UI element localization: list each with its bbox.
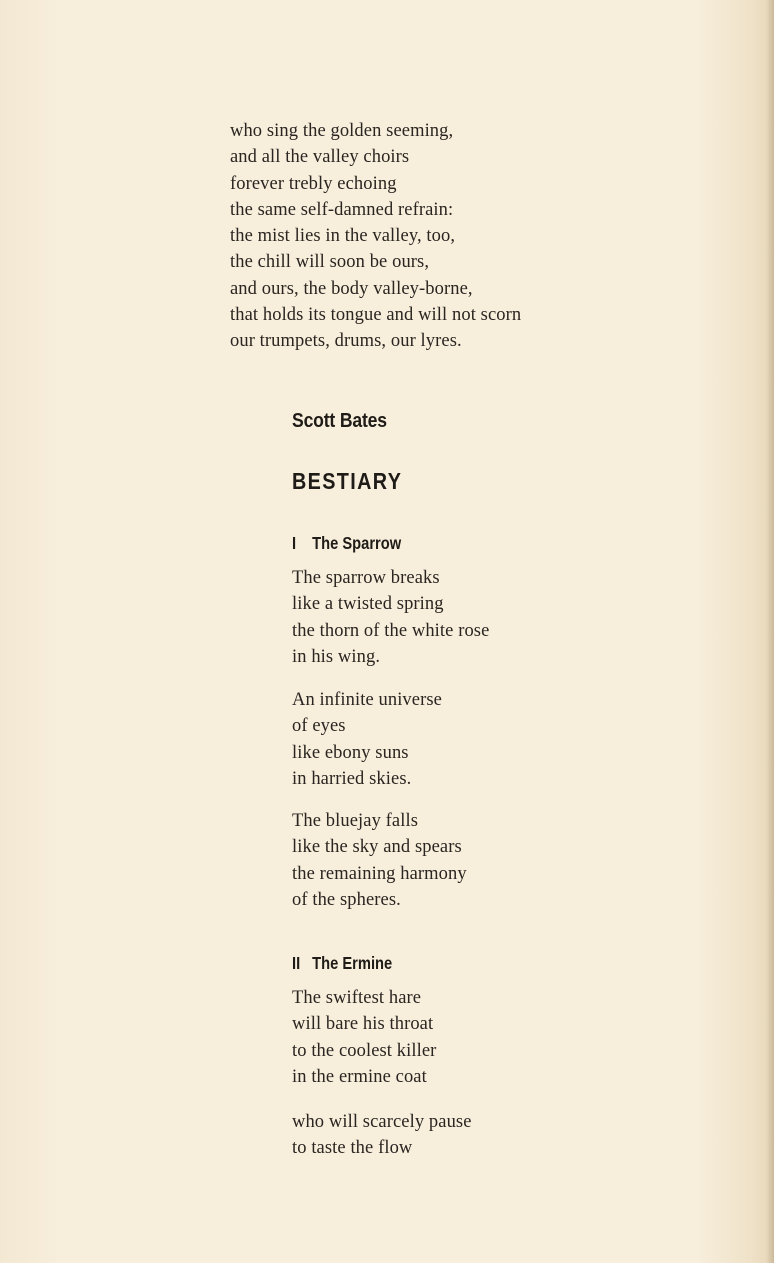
poem-line: the chill will soon be ours, [230, 252, 430, 273]
stanza [292, 687, 442, 792]
poem-line: in harried skies. [292, 768, 412, 789]
poem-line: the remaining harmony [292, 863, 467, 884]
section-numeral: II [292, 953, 301, 973]
section-heading-ermine [292, 953, 392, 974]
stanza [292, 985, 436, 1090]
poem-line: An infinite universe [292, 690, 442, 710]
stanza [292, 565, 489, 670]
stanza [292, 808, 467, 913]
poem-line: of eyes [292, 716, 346, 737]
poem-line: forever trebly echoing [230, 173, 397, 194]
opening-stanza [230, 118, 521, 355]
stanza [292, 1109, 472, 1162]
poem-line: like ebony suns [292, 742, 409, 763]
poem-line: and ours, the body valley-borne, [230, 278, 473, 299]
poem-line: The swiftest hare [292, 988, 422, 1008]
poem-line: The sparrow breaks [292, 568, 440, 588]
poem-line: the mist lies in the valley, too, [230, 226, 456, 247]
page-edge-shadow [766, 0, 774, 1263]
poem-line: who sing the golden seeming, [230, 121, 454, 141]
poem-line: in the ermine coat [292, 1066, 427, 1087]
poem-line: and all the valley choirs [230, 147, 410, 168]
poem-line: like a twisted spring [292, 594, 444, 615]
poem-line: of the spheres. [292, 889, 401, 910]
author-name: Scott Bates [292, 410, 387, 432]
poem-line: to taste the flow [292, 1138, 413, 1159]
poem-line: to the coolest killer [292, 1040, 437, 1061]
poem-line: The bluejay falls [292, 811, 419, 831]
poem-line: the thorn of the white rose [292, 620, 490, 641]
poem-line: who will scarcely pause [292, 1112, 472, 1132]
poem-line: the same self-damned refrain: [230, 199, 454, 220]
section-heading-sparrow [292, 533, 401, 554]
poem-line: in his wing. [292, 646, 381, 667]
poem-title: BESTIARY [292, 468, 403, 494]
poem-line: that holds its tongue and will not scorn [230, 305, 522, 326]
section-title: The Ermine [312, 953, 393, 973]
poem-line: like the sky and spears [292, 837, 462, 858]
section-title: The Sparrow [312, 533, 402, 553]
poem-line: will bare his throat [292, 1014, 434, 1035]
poem-line: our trumpets, drums, our lyres. [230, 331, 462, 352]
section-numeral: I [292, 533, 297, 553]
